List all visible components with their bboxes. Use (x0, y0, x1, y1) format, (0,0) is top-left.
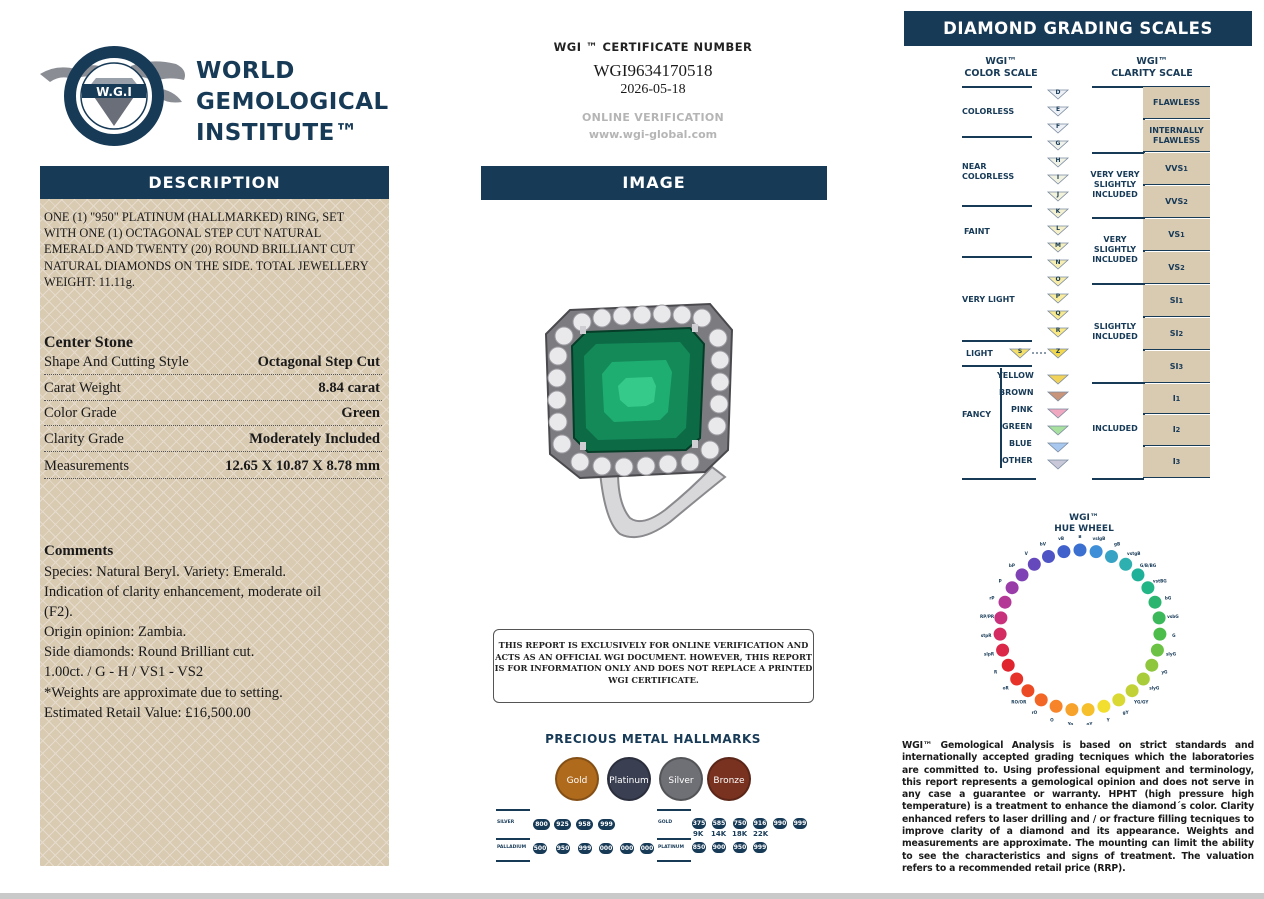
hue-swatch (1081, 703, 1095, 717)
clarity-scale-title-line2: CLARITY SCALE (1111, 68, 1193, 79)
clarity-grade-sub: 1 (1180, 230, 1185, 239)
clarity-grade-sub: 3 (1175, 458, 1181, 466)
hue-swatch (1131, 568, 1145, 582)
hue-label: bG (1164, 595, 1172, 601)
clarity-grade-text: VVS (1165, 196, 1184, 206)
hue-label: Y (1106, 717, 1110, 723)
clarity-group-si: SLIGHTLY INCLUDED (1092, 322, 1138, 341)
hue-swatch (1152, 611, 1166, 625)
clarity-grade-text: VS (1168, 229, 1181, 239)
karat-label: 14K (711, 830, 727, 838)
clarity-i1 (1143, 384, 1210, 414)
verification-url[interactable]: www.wgi-global.com (588, 128, 718, 141)
scale-divider (962, 365, 1032, 367)
comments-title: Comments (44, 543, 114, 559)
hue-label: rO (1031, 710, 1038, 716)
wgi-logo (36, 44, 396, 154)
hue-wheel-title-line2: HUE WHEEL (1054, 524, 1114, 534)
spec-label: Carat Weight (44, 380, 121, 396)
color-letter-g: G (1055, 140, 1061, 147)
hue-swatch (1021, 684, 1035, 698)
metal-coins (555, 757, 755, 803)
wgi-emblem-icon (36, 44, 191, 150)
analysis-disclaimer: WGI™ Gemological Analysis is based on strict standards and internationally accepted grading tecniques which the laboratories are committed to. Using professional equipment and terminology, this report represents a gemological opinion and does not serve in any case a guarantee or warranty. HPHT (high pressure high temperature) is a treatment to enhance the diamond´s color. Clarity enhanced refers to laser drilling and / or fracture filling tecniques to improve clarity of a diamond and its appearance. Weights and measurements are approximate. The mounting can limit the ability to see the characteristics and signs of treatment. The valuation refers to a recommended retail price (RRP). (902, 740, 1254, 874)
fancy-brown-label: BROWN (999, 388, 1034, 397)
gold-mark: 375 (692, 820, 706, 827)
clarity-vvs2 (1143, 186, 1210, 218)
hue-swatch (1057, 545, 1071, 559)
silver-mark: 999 (598, 819, 615, 830)
clarity-grade-sub: 1 (1178, 296, 1184, 305)
color-scale-title-line1: WGI™ (985, 56, 1017, 67)
clarity-grade-text: SI (1169, 328, 1179, 338)
coin-platinum: Platinum (607, 757, 651, 801)
hue-swatch (993, 627, 1007, 641)
spec-row-clarity (44, 427, 382, 452)
comment-line: Indication of clarity enhancement, moderate oil (44, 584, 322, 601)
hue-label: P (998, 578, 1002, 584)
fancy-blue-label: BLUE (1009, 439, 1032, 448)
org-name (196, 56, 389, 149)
hue-label: YG/GY (1134, 699, 1149, 705)
color-letter-o: O (1055, 276, 1061, 283)
color-letter-m: M (1055, 242, 1061, 249)
spec-value: 8.84 carat (318, 380, 380, 396)
hue-label: R (993, 669, 998, 675)
gold-mark: 990 (773, 820, 787, 827)
hue-label: Yo (1067, 721, 1074, 725)
online-verification-label: ONLINE VERIFICATION (582, 111, 724, 124)
platinum-mark: 900 (712, 844, 726, 851)
color-group-fancy: FANCY (962, 410, 992, 419)
hallmark-divider (657, 860, 691, 862)
scale-divider (1092, 478, 1144, 480)
hue-swatch (1112, 693, 1126, 707)
hue-label: bV (1039, 541, 1047, 547)
color-letter-e: E (1055, 106, 1061, 113)
verification-notice: THIS REPORT IS EXCLUSIVELY FOR ONLINE VERIFICATION AND ACTS AS AN OFFICIAL WGI DOCUMENT. HOWEVER, THIS REPORT IS FOR INFORMATION ONLY AND DOES NOT REPLACE A PRINTED WGI CERTIFICATE. (493, 629, 814, 703)
comment-line: Estimated Retail Value: £16,500.00 (44, 704, 251, 721)
color-group-faint: FAINT (964, 227, 990, 236)
color-letter-n: N (1055, 259, 1061, 266)
spec-row-shape (44, 350, 382, 375)
spec-row-color (44, 401, 382, 426)
clarity-si2 (1143, 318, 1210, 350)
hue-swatch (1001, 658, 1015, 672)
clarity-grade-sub: 2 (1183, 197, 1188, 206)
clarity-grade-sub: 2 (1178, 329, 1184, 338)
scale-divider (962, 136, 1032, 138)
spec-row-measurements (44, 454, 382, 479)
hue-label: vB (1058, 535, 1065, 541)
hue-swatch (998, 595, 1012, 609)
color-letter-l: L (1056, 225, 1060, 232)
hue-swatch (1065, 703, 1079, 717)
coin-silver: Silver (659, 757, 703, 801)
spec-row-carat (44, 376, 382, 401)
clarity-grade-text: SI (1169, 295, 1179, 305)
hue-swatch (1015, 568, 1029, 582)
hue-swatch (1005, 581, 1019, 595)
comment-line: Side diamonds: Round Brilliant cut. (44, 644, 255, 661)
spec-label: Shape And Cutting Style (44, 354, 189, 370)
color-scale-title (962, 56, 1040, 80)
clarity-grade-sub: 2 (1175, 426, 1181, 434)
hue-swatch (1073, 543, 1087, 557)
comment-line: Species: Natural Beryl. Variety: Emerald. (44, 564, 287, 580)
clarity-grade-sub: 2 (1180, 263, 1185, 272)
hue-wheel (975, 535, 1185, 725)
hue-swatch (1097, 699, 1111, 713)
hue-label: stpR (980, 632, 992, 638)
scale-divider (1092, 283, 1144, 285)
clarity-scale-title (1100, 56, 1204, 80)
comment-line: Origin opinion: Zambia. (44, 624, 187, 641)
clarity-grade-text: I (1172, 425, 1176, 434)
clarity-group-vs: VERY SLIGHTLY INCLUDED (1092, 235, 1138, 264)
hallmark-divider (496, 809, 530, 811)
hue-wheel-title (1000, 513, 1168, 535)
scale-divider (962, 205, 1032, 207)
spec-label: Measurements (44, 458, 130, 474)
clarity-grade-text: VS (1168, 262, 1181, 272)
platinum-label: PLATINUM (658, 845, 684, 850)
spec-value: Moderately Included (249, 431, 380, 447)
clarity-grade-text: SI (1169, 361, 1179, 371)
clarity-grade-text: I (1172, 457, 1176, 466)
clarity-si1 (1143, 285, 1210, 317)
hue-label: O (1050, 717, 1054, 723)
hue-swatch (1148, 595, 1162, 609)
certificate-label: WGI ™ CERTIFICATE NUMBER (553, 40, 753, 54)
hallmark-divider (496, 838, 530, 840)
gold-label: GOLD (658, 820, 673, 825)
org-name-line2: GEMOLOGICAL (196, 89, 389, 115)
hue-label: slpR (983, 651, 995, 657)
grading-scales-header: DIAMOND GRADING SCALES (904, 11, 1252, 46)
spec-label: Clarity Grade (44, 431, 124, 447)
hue-swatch (996, 643, 1010, 657)
clarity-group-included: INCLUDED (1092, 424, 1138, 433)
hue-swatch (1027, 557, 1041, 571)
gold-mark: 999 (793, 820, 807, 827)
color-group-very-light: VERY LIGHT (962, 295, 1015, 304)
spec-value: 12.65 X 10.87 X 8.78 mm (225, 458, 380, 474)
hue-swatch (1136, 672, 1150, 686)
certificate-number: WGI9634170518 (593, 61, 713, 80)
coin-bronze: Bronze (707, 757, 751, 801)
platinum-mark: 850 (692, 844, 706, 851)
org-name-line3: INSTITUTE™ (196, 120, 359, 146)
hallmark-divider (657, 838, 691, 840)
silver-mark: 925 (554, 819, 571, 830)
hue-label: G (1172, 632, 1176, 638)
platinum-mark: 950 (733, 844, 747, 851)
clarity-group-vvs: VERY VERY SLIGHTLY INCLUDED (1090, 170, 1140, 199)
hue-label: RP/PR (980, 613, 995, 619)
hue-label: rP (989, 595, 995, 601)
hue-label: yG (1161, 669, 1168, 675)
hue-swatch (1010, 672, 1024, 686)
clarity-grade-sub: 1 (1183, 164, 1188, 173)
hue-wheel-title-line1: WGI™ (1069, 513, 1099, 523)
center-stone-title: Center Stone (44, 334, 134, 351)
svg-text:W.G.I: W.G.I (96, 85, 132, 99)
scale-divider (962, 340, 1032, 342)
hue-label: G/B/BG (1139, 563, 1157, 569)
color-gem-column (1045, 86, 1071, 340)
fancy-gem-column (1045, 368, 1071, 472)
hue-swatch (1125, 684, 1139, 698)
description-text: ONE (1) "950" PLATINUM (HALLMARKED) RING, SET WITH ONE (1) OCTAGONAL STEP CUT NATURAL EMERALD AND TWENTY (20) ROUND BRILLIANT CUT NATURAL DIAMONDS ON THE SIDE. TOTAL JEWELLERY WEIGHT: 11.11g. (44, 210, 369, 289)
clarity-vvs1 (1143, 153, 1210, 185)
scale-divider (962, 86, 1032, 88)
silver-mark: 800 (533, 819, 550, 830)
palladium-mark: 000 (620, 845, 634, 852)
clarity-grade-text: I (1172, 393, 1176, 403)
description-panel (40, 166, 389, 866)
platinum-mark: 999 (753, 844, 767, 851)
hue-label: gB (1113, 541, 1121, 547)
coin-gold: Gold (555, 757, 599, 801)
hue-swatch (1034, 693, 1048, 707)
scale-divider (1092, 382, 1144, 384)
hue-label: vstgB (1126, 550, 1141, 556)
karat-label: 9K (693, 830, 704, 838)
hue-swatch (1042, 550, 1056, 564)
clarity-grade-text: VVS (1165, 163, 1184, 173)
light-letter-s: S (1017, 348, 1023, 355)
light-gem-row (1008, 345, 1072, 361)
hue-swatch (1153, 627, 1167, 641)
comment-line: 1.00ct. / G - H / VS1 - VS2 (44, 664, 204, 681)
silver-mark: 958 (576, 819, 593, 830)
hue-label: slyG (1165, 651, 1177, 657)
clarity-flawless: FLAWLESS (1143, 87, 1210, 119)
hue-label: bP (1008, 563, 1015, 569)
hue-label: RO/OR (1011, 699, 1027, 705)
silver-label: SILVER (497, 820, 515, 825)
hue-label: vslgB (1092, 535, 1106, 541)
color-letter-d: D (1055, 89, 1061, 96)
fancy-other-label: OTHER (1002, 456, 1033, 465)
hue-label: vsbG (1167, 613, 1179, 619)
palladium-label: PALLADIUM (497, 845, 527, 850)
hue-label: slyG (1149, 685, 1160, 691)
hue-label: V (1024, 550, 1028, 556)
hue-swatch (1105, 550, 1119, 564)
color-letter-j: J (1056, 191, 1060, 198)
hue-label: B (1078, 535, 1082, 539)
color-group-light: LIGHT (966, 349, 993, 358)
svg-text:★: ★ (96, 132, 105, 142)
hallmark-divider (496, 860, 530, 862)
palladium-mark: 500 (533, 845, 547, 852)
palladium-mark: 950 (556, 845, 570, 852)
emerald-ring-image (500, 282, 780, 552)
hallmark-divider (657, 809, 691, 811)
color-letter-i: I (1056, 174, 1060, 181)
light-letter-z: Z (1055, 348, 1061, 355)
clarity-vs2 (1143, 252, 1210, 284)
fancy-bracket (1000, 368, 1002, 468)
comment-line: (F2). (44, 604, 73, 621)
clarity-i2 (1143, 415, 1210, 446)
scale-divider (962, 256, 1032, 258)
hue-label: oR (1002, 685, 1009, 691)
hue-swatch (1049, 699, 1063, 713)
scale-divider (1092, 217, 1144, 219)
certificate-date: 2026-05-18 (620, 82, 686, 97)
fancy-green-label: GREEN (1002, 422, 1033, 431)
page-bottom-edge (0, 893, 1264, 899)
gold-mark: 750 (733, 820, 747, 827)
karat-label: 22K (753, 830, 769, 838)
palladium-mark: 000 (640, 845, 654, 852)
hue-swatch (1119, 557, 1133, 571)
color-letter-q: Q (1055, 310, 1061, 317)
scale-divider (962, 478, 1036, 480)
clarity-vs1 (1143, 219, 1210, 251)
clarity-internally-flawless: INTERNALLY FLAWLESS (1143, 120, 1210, 152)
color-letter-p: P (1055, 293, 1061, 300)
palladium-mark: 000 (599, 845, 613, 852)
image-header: IMAGE (481, 166, 827, 200)
hue-swatch (994, 611, 1008, 625)
spec-value: Octagonal Step Cut (257, 354, 380, 370)
hue-label: oY (1086, 721, 1093, 725)
karat-label: 18K (732, 830, 748, 838)
clarity-si3 (1143, 351, 1210, 383)
comment-line: *Weights are approximate due to setting. (44, 684, 283, 701)
clarity-i3 (1143, 447, 1210, 478)
color-group-near-colorless: NEAR COLORLESS (962, 162, 1015, 181)
fancy-yellow-label: YELLOW (997, 371, 1034, 380)
comments-list (44, 562, 374, 723)
hue-swatch (1150, 643, 1164, 657)
clarity-grade-sub: 3 (1178, 362, 1184, 371)
color-letter-f: F (1055, 123, 1061, 130)
hue-label: vstBG (1152, 578, 1167, 584)
color-scale-title-line2: COLOR SCALE (964, 68, 1038, 79)
color-letter-h: H (1055, 157, 1061, 164)
clarity-scale-title-line1: WGI™ (1136, 56, 1168, 67)
hue-label: gY (1122, 710, 1129, 716)
color-letter-k: K (1055, 208, 1061, 215)
spec-value: Green (341, 405, 380, 421)
gold-mark: 585 (712, 820, 726, 827)
hue-swatch (1089, 545, 1103, 559)
palladium-mark: 999 (578, 845, 592, 852)
color-group-colorless: COLORLESS (962, 107, 1015, 116)
fancy-pink-label: PINK (1011, 405, 1033, 414)
hallmarks-title: PRECIOUS METAL HALLMARKS (545, 732, 761, 746)
clarity-grade-sub: 1 (1175, 394, 1181, 403)
spec-label: Color Grade (44, 405, 117, 421)
description-header: DESCRIPTION (40, 166, 389, 199)
color-letter-r: R (1055, 327, 1061, 334)
hue-swatch (1145, 658, 1159, 672)
org-name-line1: WORLD (196, 58, 295, 84)
scale-divider (1092, 152, 1144, 154)
gold-mark: 916 (753, 820, 767, 827)
